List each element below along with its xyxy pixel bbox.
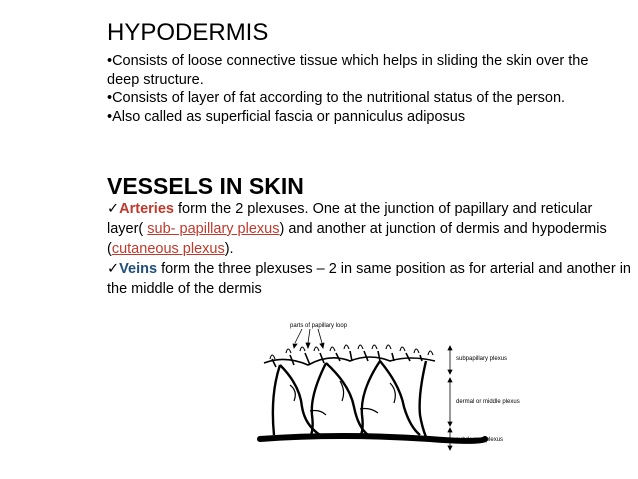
skin-vessels-diagram [250, 315, 580, 465]
arteries-text: ). [224, 241, 234, 257]
connecting-vessels [273, 361, 426, 437]
veins-label: Veins [119, 261, 158, 277]
diagram-label-subpapillary: subpapillary plexus [456, 356, 508, 362]
arteries-paragraph [107, 199, 632, 259]
pointer-arrows [293, 329, 324, 348]
diagram-label-dermal: dermal or middle plexus [456, 399, 520, 405]
vessels-title: VESSELS IN SKIN [107, 173, 304, 199]
diagram-label-papillary-loop: parts of papillary loop [290, 323, 348, 329]
subdermal-plexus [260, 436, 485, 441]
hypodermis-bullet: •Consists of layer of fat according to the nutritional status of the person. [107, 90, 566, 106]
sub-papillary-plexus-link[interactable]: sub- papillary plexus [147, 221, 280, 237]
diagram-label-subdermal: subdermal plexus [456, 437, 504, 443]
subpapillary-plexus [264, 351, 435, 367]
dermal-plexus-branches [290, 381, 395, 415]
arteries-text: ) and another at junction of dermis and hypodermis ( [107, 221, 607, 257]
check-icon: ✓ [107, 261, 120, 277]
arteries-text: form the 2 plexuses. One at the junction of papillary and reticular layer( [107, 201, 593, 237]
hypodermis-bullets [107, 52, 617, 126]
vessels-bullets [107, 199, 632, 299]
hypodermis-title: HYPODERMIS [107, 19, 269, 46]
cutaneous-plexus-link[interactable]: cutaneous plexus [111, 241, 225, 257]
check-icon: ✓ [107, 201, 120, 217]
arteries-label: Arteries [119, 201, 174, 217]
hypodermis-bullet: •Consists of loose connective tissue which helps in sliding the skin over the deep structure. [107, 53, 589, 88]
veins-paragraph [107, 259, 632, 299]
veins-text: form the three plexuses – 2 in same position as for arterial and another in the middle of the dermis [107, 261, 631, 297]
side-arrows [448, 346, 452, 450]
hypodermis-bullet: •Also called as superficial fascia or panniculus adiposus [107, 108, 466, 125]
